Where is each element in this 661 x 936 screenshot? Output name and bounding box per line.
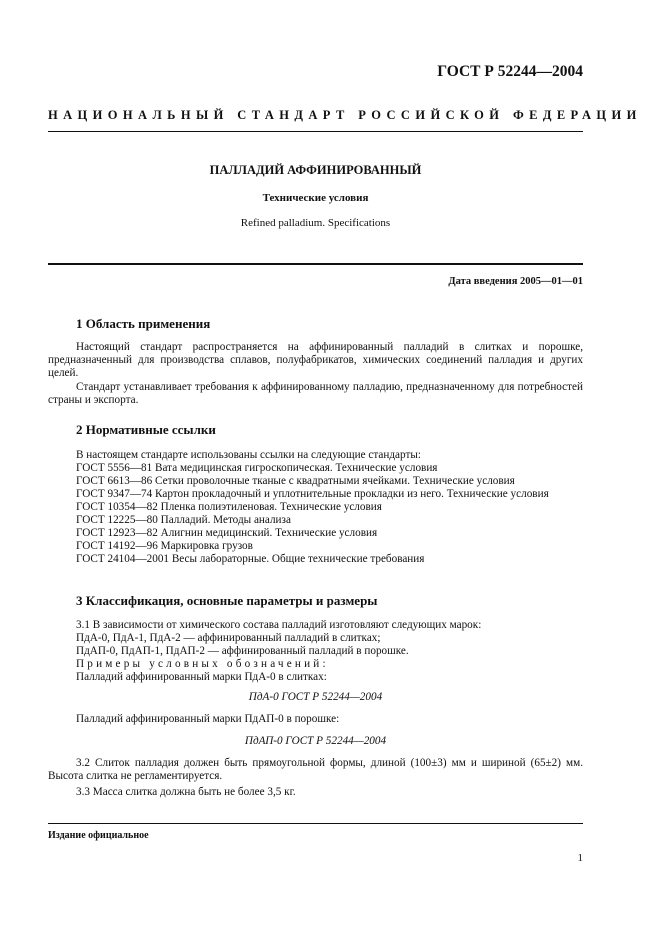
section-2-intro: В настоящем стандарте использованы ссылки на следующие стандарты:: [76, 449, 421, 461]
introduction-date: Дата введения 2005—01—01: [448, 276, 583, 287]
clause-3-1: 3.1 В зависимости от химического состава палладий изготовляют следующих марок:: [76, 619, 482, 631]
reference-item: ГОСТ 12923—82 Алигнин медицинский. Технические условия: [76, 527, 378, 539]
example-2-designation: ПдАП-0 ГОСТ Р 52244—2004: [244, 735, 387, 747]
clause-3-3: 3.3 Масса слитка должна быть не более 3,5 кг.: [76, 786, 296, 798]
section-1-body: [48, 341, 583, 407]
section-2-heading: 2 Нормативные ссылки: [76, 422, 216, 437]
national-standard-banner: НАЦИОНАЛЬНЫЙ СТАНДАРТ РОССИЙСКОЙ ФЕДЕРАЦИИ: [48, 108, 642, 122]
document-subtitle: Технические условия: [262, 192, 369, 204]
reference-item: ГОСТ 14192—96 Маркировка грузов: [76, 540, 253, 552]
reference-item: ГОСТ 24104—2001 Весы лабораторные. Общие технические требования: [76, 553, 425, 565]
example-1-designation: ПдА-0 ГОСТ Р 52244—2004: [248, 691, 383, 703]
section-2-body: [48, 449, 583, 566]
reference-item: ГОСТ 10354—82 Пленка полиэтиленовая. Технические условия: [76, 501, 382, 513]
examples-label: Примеры условных обозначений:: [76, 658, 329, 670]
reference-item: ГОСТ 12225—80 Палладий. Методы анализа: [76, 514, 291, 526]
section-1-heading: 1 Область применения: [76, 316, 211, 331]
powder-marks: ПдАП-0, ПдАП-1, ПдАП-2 — аффинированный палладий в порошке.: [76, 645, 409, 657]
english-title: Refined palladium. Specifications: [240, 217, 391, 229]
example-1-label: Палладий аффинированный марки ПдА-0 в слитках:: [76, 671, 327, 683]
document-title: ПАЛЛАДИЙ АФФИНИРОВАННЫЙ: [209, 163, 422, 177]
section-1-paragraph-2: Стандарт устанавливает требования к аффинированному палладию, предназначенному для потребностей страны и экспорта.: [48, 381, 583, 406]
reference-item: ГОСТ 5556—81 Вата медицинская гигроскопическая. Технические условия: [76, 462, 438, 474]
reference-item: ГОСТ 6613—86 Сетки проволочные тканые с квадратными ячейками. Технические условия: [76, 475, 515, 487]
example-2-label: Палладий аффинированный марки ПдАП-0 в порошке:: [76, 713, 340, 725]
header-rule: [48, 131, 583, 132]
clause-3-2: 3.2 Слиток палладия должен быть прямоугольной формы, длиной (100±3) мм и шириной (65±2) мм. Высота слитка не регламентируется.: [48, 757, 583, 782]
section-3-clauses: [48, 757, 583, 799]
section-3-body: [48, 619, 583, 684]
official-edition-label: Издание официальное: [48, 830, 149, 841]
document-number: ГОСТ Р 52244—2004: [437, 63, 583, 80]
example-2-block: [48, 713, 583, 726]
footer-rule: [48, 823, 583, 824]
page-number: 1: [577, 852, 583, 864]
section-3-heading: 3 Классификация, основные параметры и размеры: [76, 593, 378, 608]
ingot-marks: ПдА-0, ПдА-1, ПдА-2 — аффинированный палладий в слитках;: [76, 632, 381, 644]
reference-item: ГОСТ 9347—74 Картон прокладочный и уплотнительные прокладки из него. Технические условия: [76, 488, 549, 500]
section-1-paragraph-1: Настоящий стандарт распространяется на аффинированный палладий в слитках и порошке, предназначенный для производства сплавов, полуфабрикатов, химических соединений палладия и других целей.: [48, 341, 583, 379]
title-rule: [48, 263, 583, 265]
